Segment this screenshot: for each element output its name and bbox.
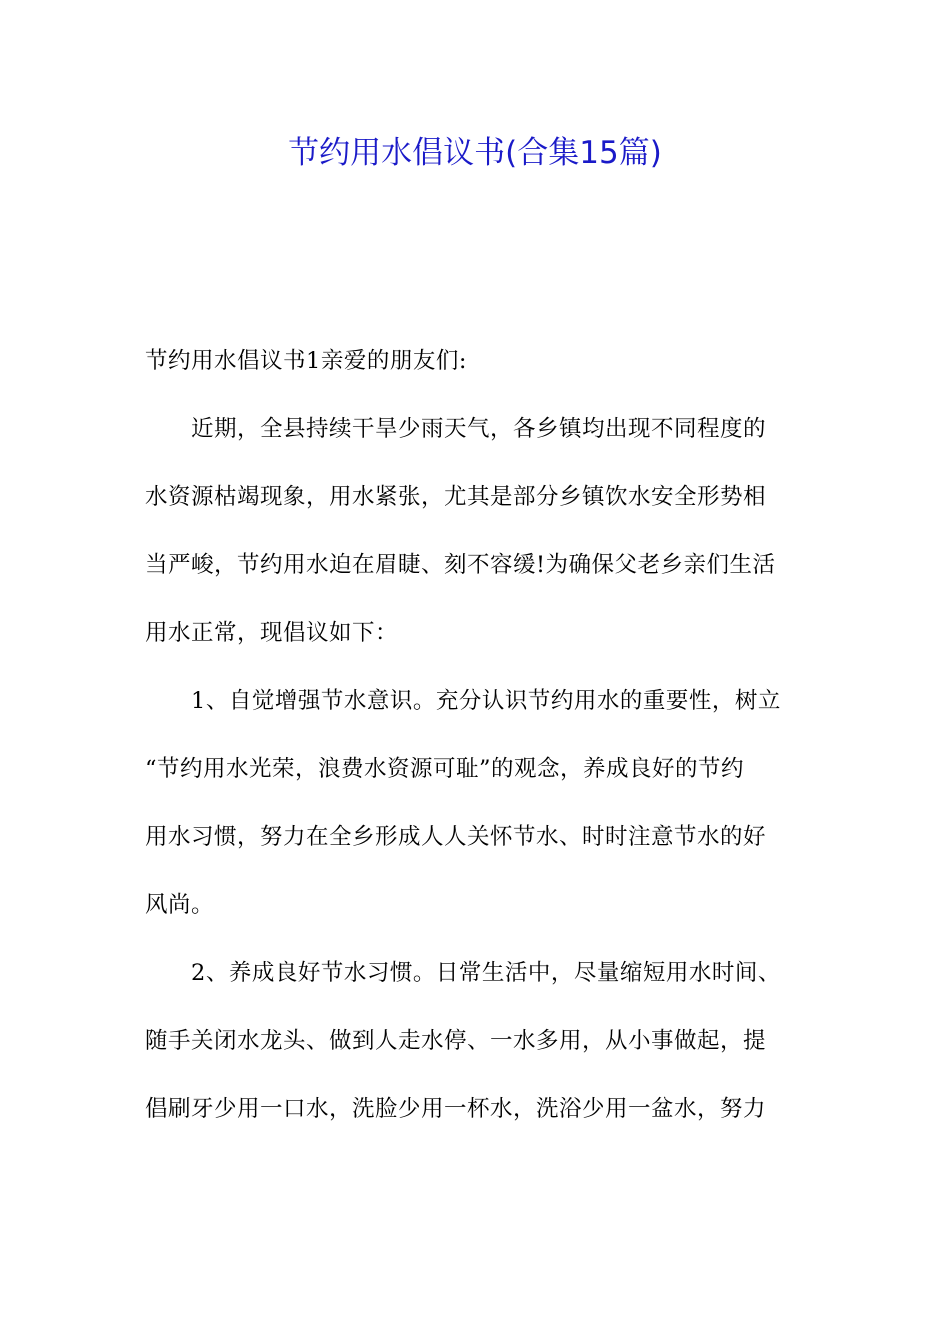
text-line-item-1: 1、自觉增强节水意识。充分认识节约用水的重要性，树立 [191, 688, 781, 714]
document-body [145, 327, 810, 1143]
text-line-paragraph-start: 近期，全县持续干旱少雨天气，各乡镇均出现不同程度的 [191, 416, 767, 442]
text-line: 倡刷牙少用一口水，洗脸少用一杯水，洗浴少用一盆水，努力 [145, 1096, 767, 1122]
text-line: 风尚。 [145, 892, 215, 918]
text-line: 随手关闭水龙头、做到人走水停、一水多用，从小事做起，提 [145, 1028, 767, 1054]
text-line-item-2: 2、养成良好节水习惯。日常生活中，尽量缩短用水时间、 [191, 960, 781, 986]
text-line: 当严峻，节约用水迫在眉睫、刻不容缓!为确保父老乡亲们生活 [145, 552, 776, 578]
text-line: 水资源枯竭现象，用水紧张，尤其是部分乡镇饮水安全形势相 [145, 484, 767, 510]
text-line: 用水习惯，努力在全乡形成人人关怀节水、时时注意节水的好 [145, 824, 767, 850]
text-line-salutation: 节约用水倡议书1亲爱的朋友们: [145, 348, 467, 374]
text-line: “节约用水光荣，浪费水资源可耻”的观念，养成良好的节约 [145, 756, 745, 782]
page-title: 节约用水倡议书(合集15篇) [288, 135, 662, 171]
text-line: 用水正常，现倡议如下： [145, 620, 399, 646]
